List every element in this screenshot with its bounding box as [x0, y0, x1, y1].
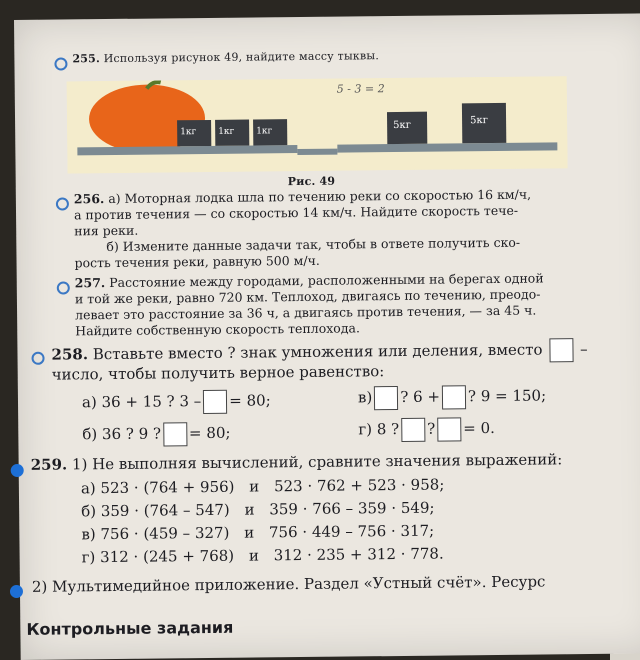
task-258-g-mid: ?: [427, 419, 436, 438]
task-marker-259-2: [10, 585, 23, 598]
row-b-and: и: [244, 500, 255, 519]
task-258-a: [82, 389, 271, 415]
task-258-v-label: в): [357, 388, 373, 407]
row-a-right: 523 · 762 + 523 · 958;: [273, 475, 445, 496]
task-256-line-3: ния реки.: [74, 222, 139, 239]
task-258-b-left: б) 36 ? 9 ?: [82, 424, 162, 444]
task-258-g: [358, 417, 495, 442]
answer-box-b: [163, 422, 187, 446]
weight-label-4: 5кг: [393, 119, 412, 132]
row-b-right: 359 · 766 – 359 · 549;: [269, 498, 435, 519]
task-259-row-g: [82, 545, 444, 567]
task-258-v-mid: ? 6 +: [400, 387, 441, 406]
handwritten-note: 5 - 3 = 2: [336, 82, 385, 96]
answer-box-g1: [401, 418, 425, 442]
task-258-b-right: = 80;: [188, 423, 231, 443]
figure-49-scales: [67, 76, 568, 173]
task-258-number: 258.: [51, 345, 89, 364]
task-257-text-1: Расстояние между городами, расположенными на берегах одной: [109, 270, 544, 291]
task-258-dash: –: [580, 340, 588, 359]
figure-caption: Рис. 49: [287, 174, 336, 189]
task-255-text: Используя рисунок 49, найдите массу тыквы.: [103, 49, 380, 66]
weight-label-1: 1кг: [180, 127, 197, 138]
task-256-line-4: б) Измените данные задачи так, чтобы в ответе получить ско-: [106, 234, 521, 255]
task-259-text: 1) Не выполняя вычислений, сравните значения выражений:: [71, 450, 563, 474]
weight-label-3: 1кг: [256, 126, 273, 137]
task-255: [72, 49, 379, 65]
answer-box-g2: [437, 417, 461, 441]
task-258-g-right: = 0.: [463, 418, 495, 438]
row-v-left: в) 756 · (459 – 327): [81, 523, 230, 544]
task-257-line-2: и той же реки, равно 720 км. Теплоход, двигаясь по течению, преодо-: [74, 286, 541, 307]
row-a-left: а) 523 · (764 + 956): [80, 477, 235, 498]
row-b-left: б) 359 · (764 – 547): [81, 500, 230, 521]
task-256-line-2: а против течения — со скоростью 14 км/ч. Найдите скорость тече-: [73, 202, 519, 223]
task-258-b: [82, 422, 230, 448]
task-marker-255: [54, 57, 67, 70]
task-257-line-3: левает это расстояние за 36 ч, а двигаясь против течения, — за 45 ч.: [75, 302, 537, 323]
weight-label-5: 5кг: [470, 115, 488, 127]
task-256-number: 256.: [73, 191, 105, 207]
task-255-number: 255.: [72, 52, 101, 66]
answer-box-v1: [374, 386, 398, 410]
row-a-and: и: [249, 477, 260, 496]
row-g-right: 312 · 235 + 312 · 778.: [273, 544, 444, 565]
scales-illustration: [67, 76, 568, 173]
task-259-head: [31, 450, 563, 474]
section-heading: Контрольные задания: [26, 617, 234, 639]
task-258-text-1: Вставьте вместо ? знак умножения или деления, вместо: [92, 340, 543, 364]
task-258-a-right: = 80;: [229, 391, 271, 410]
answer-box: [549, 338, 573, 362]
task-259-row-v: [81, 522, 434, 544]
task-256-line-5: рость течения реки, равную 500 м/ч.: [74, 252, 320, 271]
task-258-a-left: а) 36 + 15 ? 3 –: [81, 392, 202, 412]
textbook-page: [14, 13, 640, 660]
task-marker-257: [57, 281, 70, 294]
task-marker-256: [56, 197, 69, 210]
weight-label-2: 1кг: [218, 126, 235, 137]
task-259-number: 259.: [30, 455, 68, 474]
answer-box-v2: [442, 385, 466, 409]
task-259-row-b: [81, 499, 435, 521]
answer-box-a: [203, 390, 227, 414]
task-257-number: 257.: [74, 275, 106, 291]
task-259-row-a: [81, 476, 445, 498]
task-256-text-1: а) Моторная лодка шла по течению реки со скоростью 16 км/ч,: [108, 186, 532, 207]
row-v-and: и: [244, 523, 255, 542]
task-marker-258: [31, 352, 44, 365]
task-257-line-4: Найдите собственную скорость теплохода.: [75, 320, 360, 339]
task-258-g-left: г) 8 ?: [358, 419, 400, 439]
task-258-line-2: число, чтобы получить верное равенство:: [51, 362, 385, 384]
row-v-right: 756 · 449 – 756 · 317;: [268, 521, 435, 542]
task-258-v-right: ? 9 = 150;: [467, 386, 547, 406]
task-258-v: [358, 384, 546, 410]
row-g-left: г) 312 · (245 + 768): [81, 546, 235, 567]
task-259-part-2: 2) Мультимедийное приложение. Раздел «Устный счёт». Ресурс: [31, 572, 546, 596]
task-marker-259: [11, 464, 24, 477]
row-g-and: и: [248, 546, 259, 565]
